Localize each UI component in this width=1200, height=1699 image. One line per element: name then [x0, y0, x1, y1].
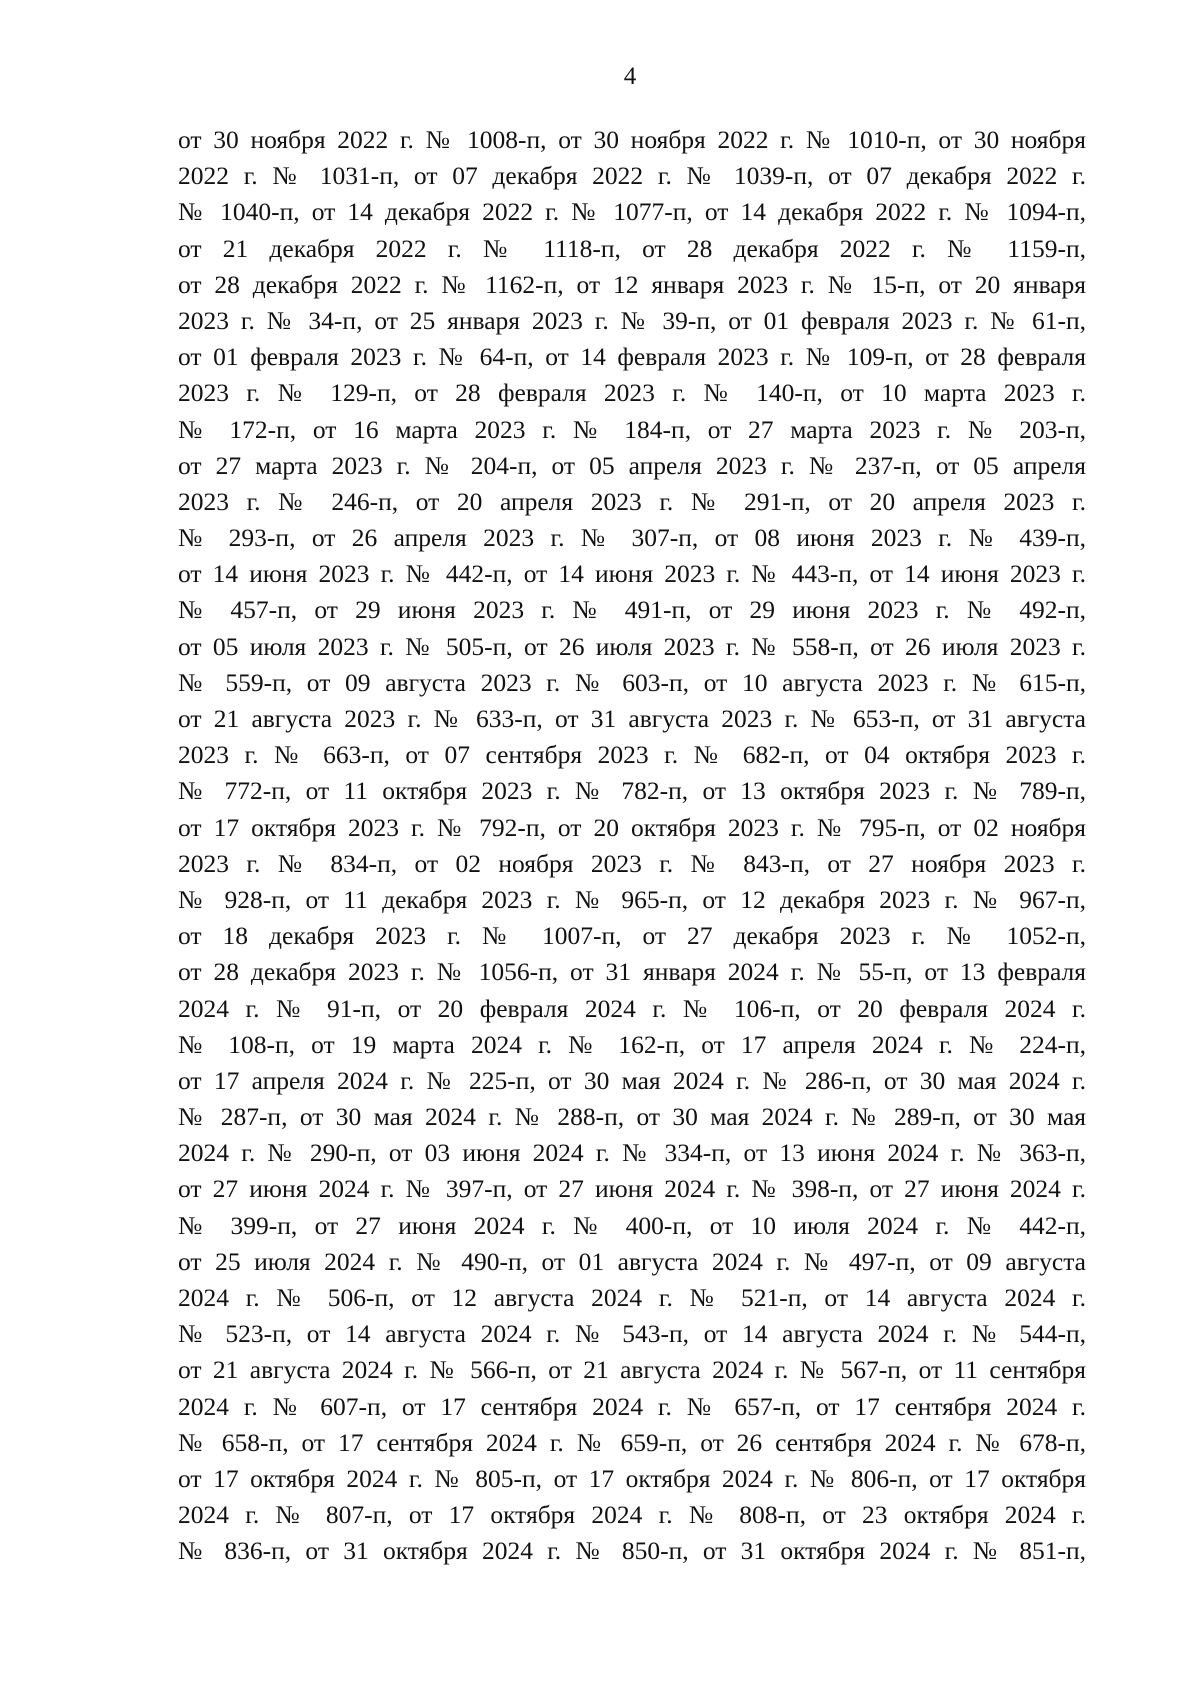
text-line: 2022 г. № 1031-п, от 07 декабря 2022 г. № 1039-п, от 07 декабря 2022 г.	[178, 161, 1086, 191]
text-line: 2023 г. № 246-п, от 20 апреля 2023 г. № 291-п, от 20 апреля 2023 г.	[178, 486, 1086, 516]
text-line: № 287-п, от 30 мая 2024 г. № 288-п, от 30 мая 2024 г. № 289-п, от 30 мая	[178, 1102, 1086, 1132]
text-line: от 21 августа 2024 г. № 566-п, от 21 августа 2024 г. № 567-п, от 11 сентября	[178, 1355, 1086, 1385]
text-line: № 559-п, от 09 августа 2023 г. № 603-п, от 10 августа 2023 г. № 615-п,	[178, 667, 1086, 697]
text-line: 2024 г. № 290-п, от 03 июня 2024 г. № 334-п, от 13 июня 2024 г. № 363-п,	[178, 1138, 1086, 1168]
text-line: от 17 апреля 2024 г. № 225-п, от 30 мая 2024 г. № 286-п, от 30 мая 2024 г.	[178, 1065, 1086, 1095]
text-line: от 17 октября 2023 г. № 792-п, от 20 октября 2023 г. № 795-п, от 02 ноября	[178, 812, 1086, 842]
text-line: 2024 г. № 807-п, от 17 октября 2024 г. № 808-п, от 23 октября 2024 г.	[178, 1500, 1086, 1530]
text-line: № 293-п, от 26 апреля 2023 г. № 307-п, от 08 июня 2023 г. № 439-п,	[178, 523, 1086, 553]
text-line: от 14 июня 2023 г. № 442-п, от 14 июня 2023 г. № 443-п, от 14 июня 2023 г.	[178, 559, 1086, 589]
text-line: № 836-п, от 31 октября 2024 г. № 850-п, от 31 октября 2024 г. № 851-п,	[178, 1536, 1086, 1566]
text-line: 2023 г. № 834-п, от 02 ноября 2023 г. № 843-п, от 27 ноября 2023 г.	[178, 848, 1086, 878]
text-line: от 27 марта 2023 г. № 204-п, от 05 апреля 2023 г. № 237-п, от 05 апреля	[178, 450, 1086, 480]
text-line: от 01 февраля 2023 г. № 64-п, от 14 февраля 2023 г. № 109-п, от 28 февраля	[178, 342, 1086, 372]
text-line: 2023 г. № 663-п, от 07 сентября 2023 г. № 682-п, от 04 октября 2023 г.	[178, 740, 1086, 770]
text-line: 2023 г. № 34-п, от 25 января 2023 г. № 39-п, от 01 февраля 2023 г. № 61-п,	[178, 305, 1086, 335]
text-line: № 172-п, от 16 марта 2023 г. № 184-п, от 27 марта 2023 г. № 203-п,	[178, 414, 1086, 444]
text-line: от 25 июля 2024 г. № 490-п, от 01 августа 2024 г. № 497-п, от 09 августа	[178, 1246, 1086, 1276]
page-number: 4	[623, 63, 637, 90]
text-line: № 108-п, от 19 марта 2024 г. № 162-п, от 17 апреля 2024 г. № 224-п,	[178, 1029, 1086, 1059]
text-line: от 30 ноября 2022 г. № 1008-п, от 30 ноября 2022 г. № 1010-п, от 30 ноября	[178, 125, 1086, 154]
text-line: 2023 г. № 129-п, от 28 февраля 2023 г. № 140-п, от 10 марта 2023 г.	[178, 378, 1086, 408]
text-line: № 399-п, от 27 июня 2024 г. № 400-п, от 10 июля 2024 г. № 442-п,	[178, 1210, 1086, 1240]
document-body	[178, 122, 1086, 1570]
text-line: от 21 декабря 2022 г. № 1118-п, от 28 декабря 2022 г. № 1159-п,	[178, 233, 1086, 263]
text-line: 2024 г. № 506-п, от 12 августа 2024 г. № 521-п, от 14 августа 2024 г.	[178, 1283, 1086, 1312]
text-line: 2024 г. № 607-п, от 17 сентября 2024 г. № 657-п, от 17 сентября 2024 г.	[178, 1391, 1086, 1421]
text-line: от 17 октября 2024 г. № 805-п, от 17 октября 2024 г. № 806-п, от 17 октября	[178, 1463, 1086, 1493]
text-line: от 28 декабря 2023 г. № 1056-п, от 31 января 2024 г. № 55-п, от 13 февраля	[178, 957, 1086, 987]
text-line: от 18 декабря 2023 г. № 1007-п, от 27 декабря 2023 г. № 1052-п,	[178, 921, 1086, 951]
text-line: 2024 г. № 91-п, от 20 февраля 2024 г. № 106-п, от 20 февраля 2024 г.	[178, 993, 1086, 1023]
text-line: от 21 августа 2023 г. № 633-п, от 31 августа 2023 г. № 653-п, от 31 августа	[178, 704, 1086, 733]
text-line: от 05 июля 2023 г. № 505-п, от 26 июля 2023 г. № 558-п, от 26 июля 2023 г.	[178, 631, 1086, 661]
text-line: № 658-п, от 17 сентября 2024 г. № 659-п, от 26 сентября 2024 г. № 678-п,	[178, 1427, 1086, 1457]
text-line: № 523-п, от 14 августа 2024 г. № 543-п, от 14 августа 2024 г. № 544-п,	[178, 1319, 1086, 1349]
text-line: № 1040-п, от 14 декабря 2022 г. № 1077-п, от 14 декабря 2022 г. № 1094-п,	[178, 197, 1086, 227]
text-line: № 928-п, от 11 декабря 2023 г. № 965-п, от 12 декабря 2023 г. № 967-п,	[178, 884, 1086, 914]
text-line: от 27 июня 2024 г. № 397-п, от 27 июня 2024 г. № 398-п, от 27 июня 2024 г.	[178, 1174, 1086, 1204]
text-line: № 772-п, от 11 октября 2023 г. № 782-п, от 13 октября 2023 г. № 789-п,	[178, 776, 1086, 806]
text-line: № 457-п, от 29 июня 2023 г. № 491-п, от 29 июня 2023 г. № 492-п,	[178, 595, 1086, 625]
text-line: от 28 декабря 2022 г. № 1162-п, от 12 января 2023 г. № 15-п, от 20 января	[178, 269, 1086, 299]
